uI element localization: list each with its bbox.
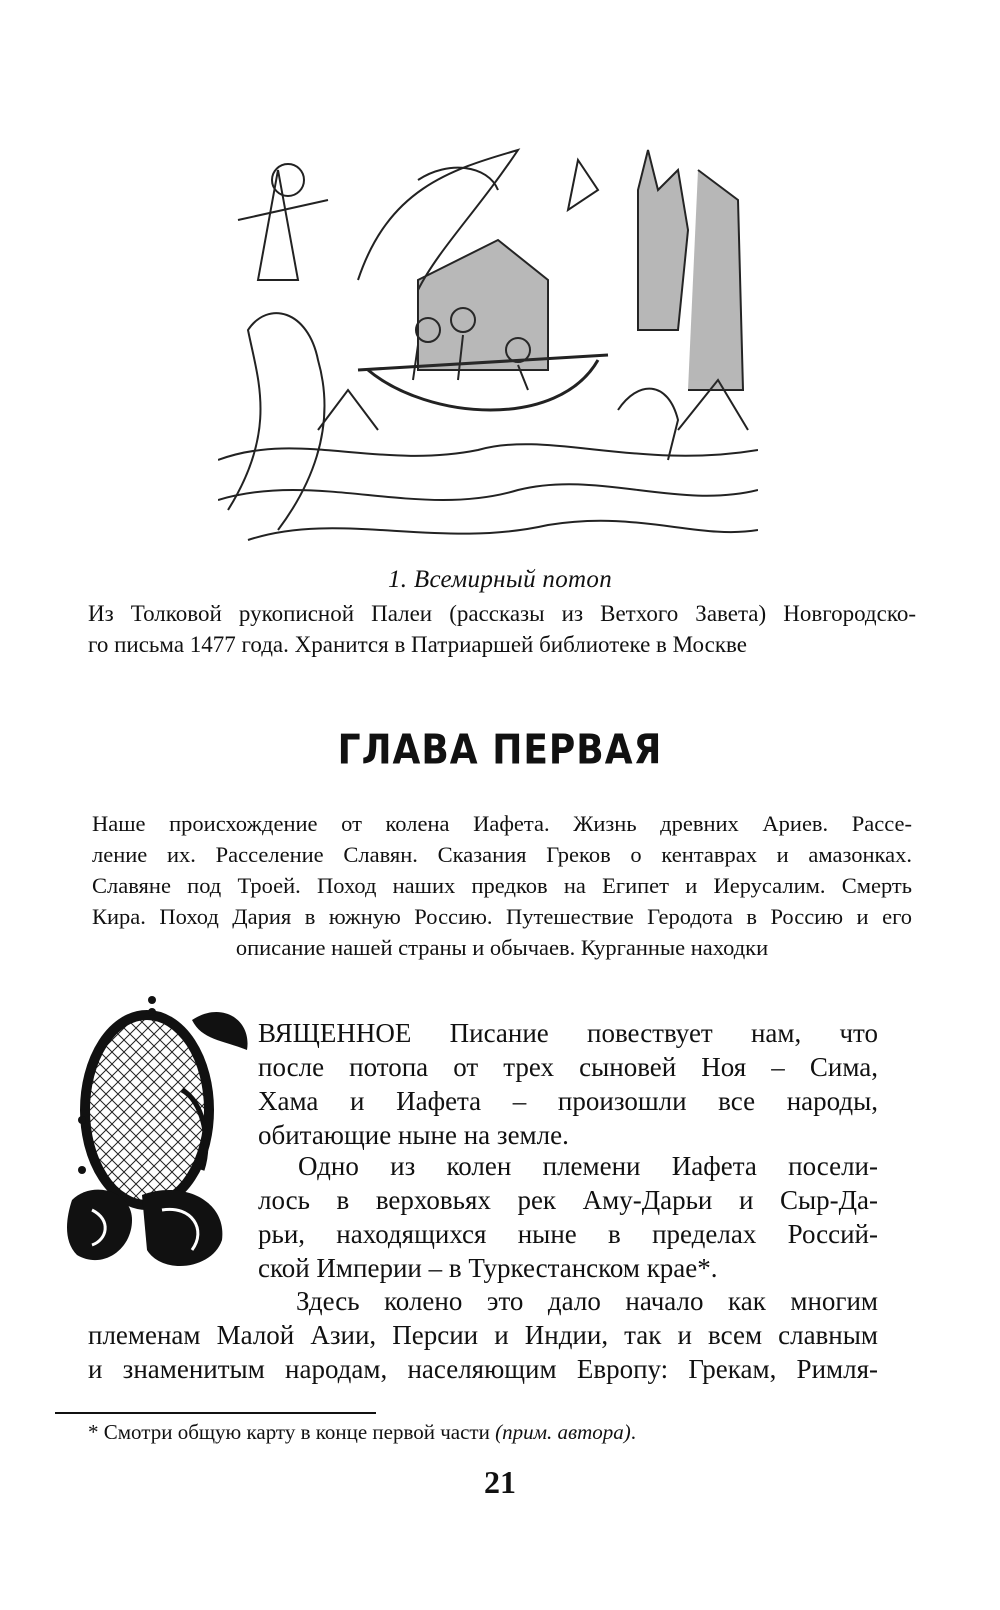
text-line: ской Империи – в Туркестанском крае*. — [258, 1253, 718, 1283]
summary-line: Славяне под Троей. Поход наших предков на Египет и Иерусалим. Смерть — [92, 873, 912, 898]
paragraph-1 — [258, 1016, 878, 1152]
footnote-note: (прим. автора) — [495, 1420, 631, 1444]
text-line: лось в верховьях рек Аму-Дарьи и Сыр-Да- — [258, 1185, 878, 1215]
text-line: рьи, находящихся ныне в пределах Россий- — [258, 1219, 878, 1249]
page-number: 21 — [484, 1464, 516, 1500]
chapter-summary — [92, 808, 912, 963]
illustration-caption-title: 1. Всемирный потоп — [387, 566, 612, 593]
flood-illustration — [218, 130, 758, 552]
text-line: племенам Малой Азии, Персии и Индии, так и всем славным — [88, 1320, 878, 1350]
text-line: обитающие ныне на земле. — [258, 1120, 569, 1150]
caption-line: Из Толковой рукописной Палеи (рассказы из Ветхого Завета) Новгородско- — [88, 601, 916, 626]
drop-cap-initial — [52, 980, 252, 1280]
footnote-text: * Смотри общую карту в конце первой части — [88, 1420, 490, 1444]
caption-line: го письма 1477 года. Хранится в Патриаршей библиотеке в Москве — [88, 632, 747, 657]
text-line: после потопа от трех сыновей Ноя – Сима, — [258, 1052, 878, 1082]
text-line: Одно из колен племени Иафета посели- — [298, 1151, 878, 1181]
paragraph-2 — [258, 1149, 878, 1285]
summary-line: ление их. Расселение Славян. Сказания Греков о кентаврах и амазонках. — [92, 842, 912, 867]
text-line: и знаменитым народам, населяющим Европу: Грекам, Римля- — [88, 1354, 878, 1384]
illustration-caption — [88, 598, 916, 660]
footnote — [88, 1420, 636, 1445]
text-line: ВЯЩЕННОЕ Писание повествует нам, что — [258, 1018, 878, 1048]
paragraph-3 — [88, 1284, 878, 1386]
footnote-rule — [55, 1412, 376, 1414]
footnote-end: . — [630, 1420, 637, 1444]
chapter-title: ГЛАВА ПЕРВАЯ — [337, 726, 663, 775]
summary-line: описание нашей страны и обычаев. Курганные находки — [235, 935, 769, 960]
summary-line: Наше происхождение от колена Иафета. Жизнь древних Ариев. Рассе- — [92, 811, 912, 836]
text-line: Хама и Иафета – произошли все народы, — [258, 1086, 878, 1116]
text-line: Здесь колено это дало начало как многим — [296, 1286, 878, 1316]
summary-line: Кира. Поход Дария в южную Россию. Путешествие Геродота в Россию и его — [92, 904, 912, 929]
